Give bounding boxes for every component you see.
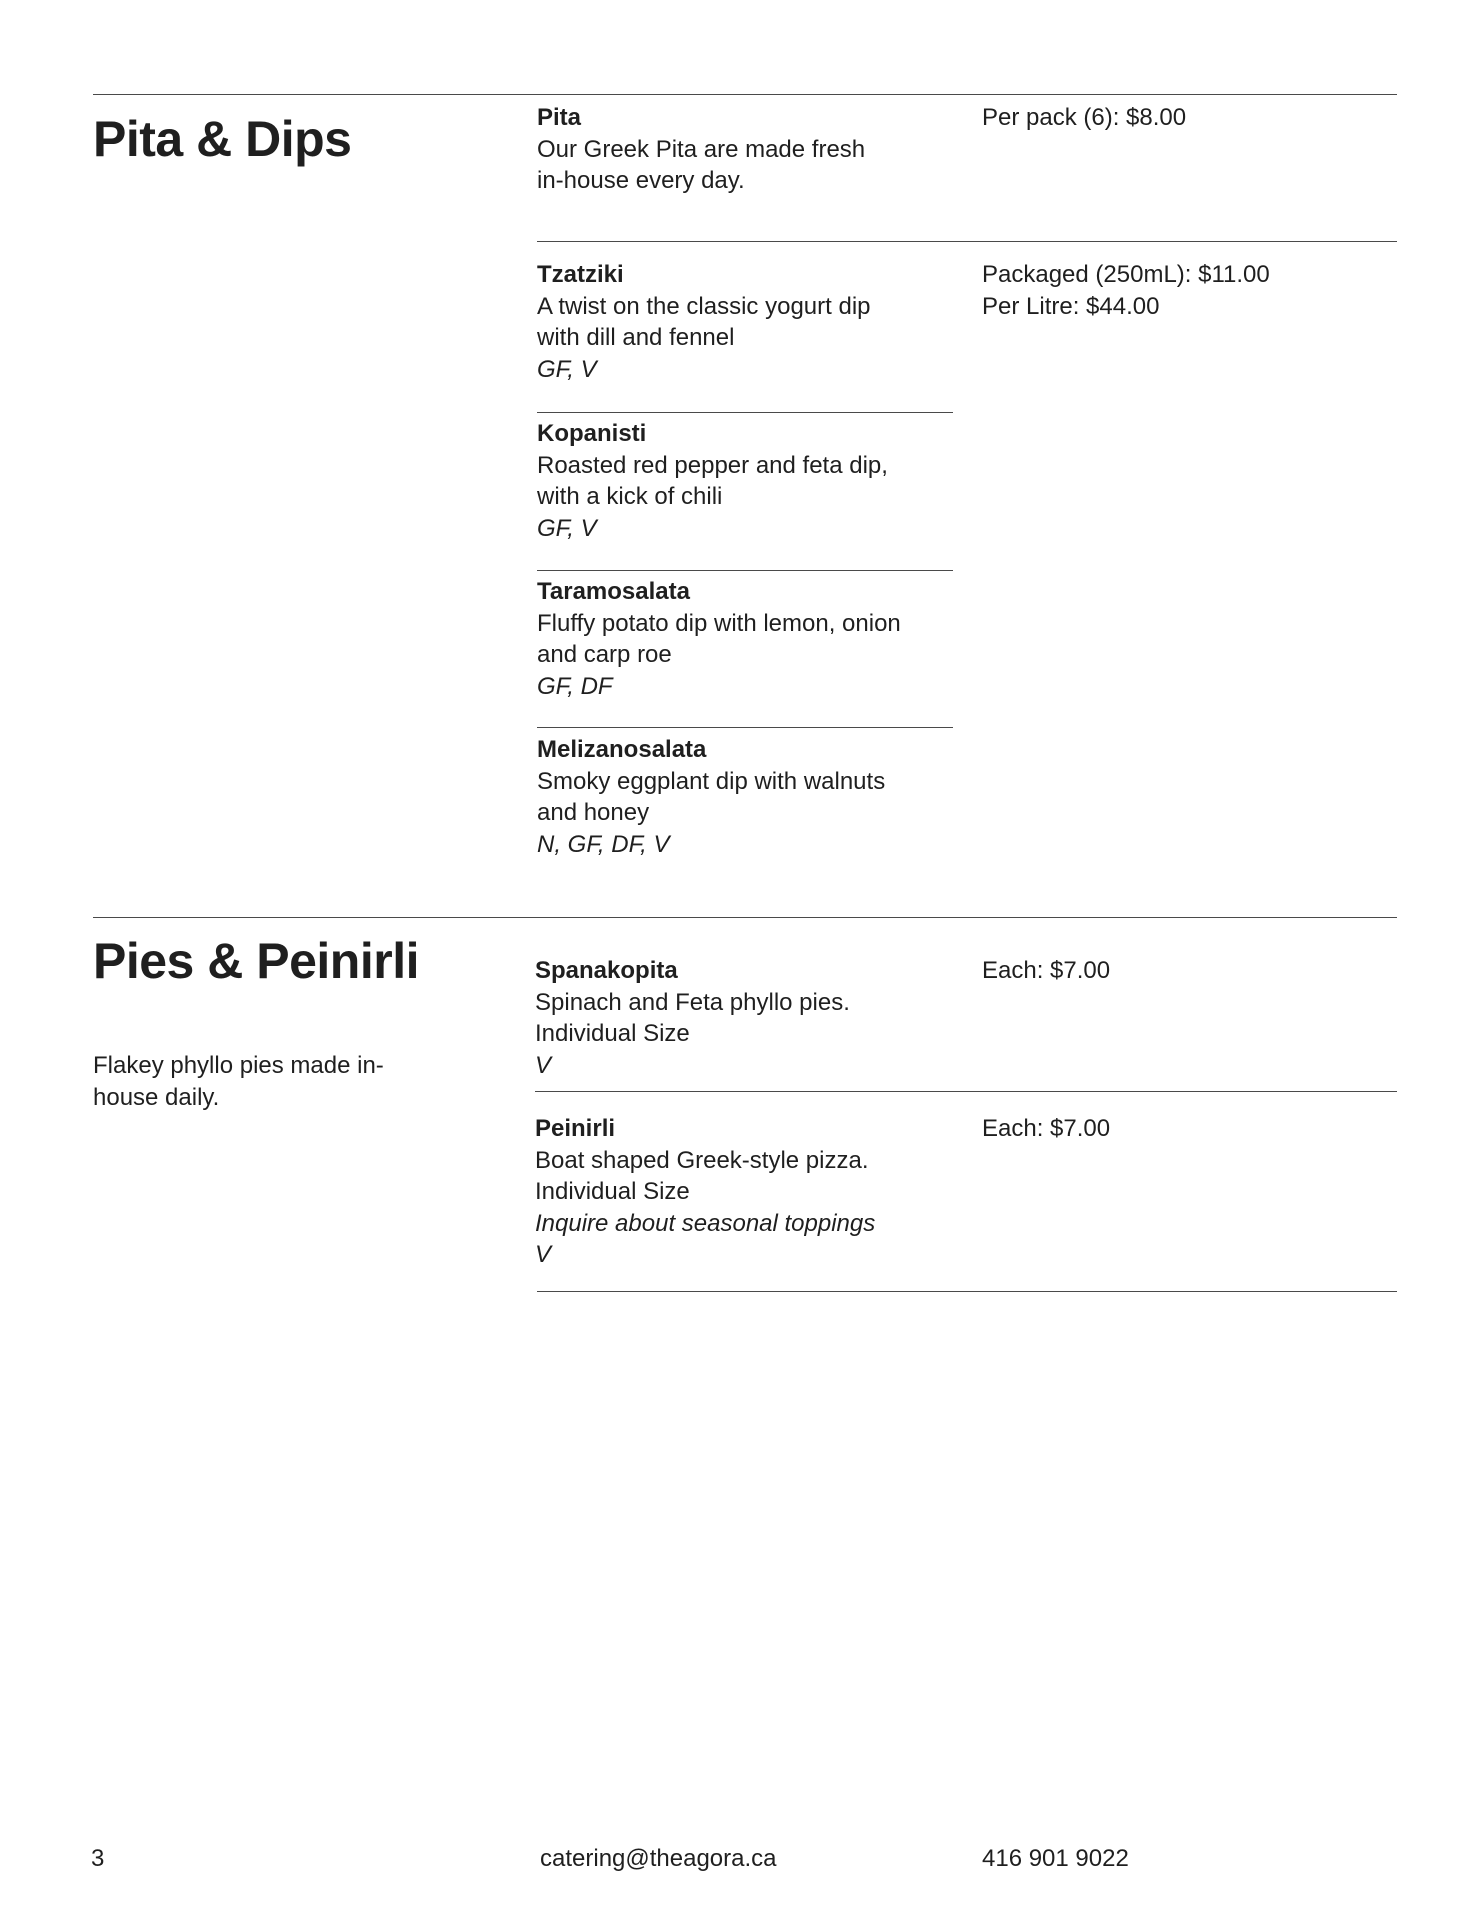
item-divider-peinirli [537,1291,1397,1292]
item-description-line: and honey [537,799,650,826]
dietary-tags: GF, DF [537,672,613,700]
item-description-line: Boat shaped Greek-style pizza. [535,1146,869,1174]
item-name: Kopanisti [537,420,647,447]
dietary-tags: GF, V [537,355,597,383]
section-title-pies-peinirli: Pies & Peinirli [93,933,419,989]
item-description-line: A twist on the classic yogurt dip [537,292,871,320]
item-name: Taramosalata [537,578,690,605]
item-description-line: Roasted red pepper and feta dip, [537,451,888,479]
item-name: Melizanosalata [537,736,707,763]
item-description-line: with a kick of chili [537,483,723,510]
item-description-line: in-house every day. [537,167,745,194]
price-peinirli [982,1113,1382,1145]
item-description-line: Our Greek Pita are made fresh [537,135,866,163]
price-line: Packaged (250mL): $11.00 [982,261,1270,288]
menu-item-tzatziki [537,259,947,385]
page-number: 3 [91,1845,105,1872]
item-note: Inquire about seasonal toppings [535,1209,876,1237]
item-name: Tzatziki [537,261,624,288]
dietary-tags: V [535,1051,552,1079]
price-line: Per Litre: $44.00 [982,293,1160,320]
dietary-tags: V [535,1241,552,1268]
price-line: Per pack (6): $8.00 [982,104,1187,131]
menu-item-kopanisti [537,418,947,544]
item-description-line: and carp roe [537,641,672,668]
item-description-line: Individual Size [535,1020,690,1047]
price-tzatziki [982,259,1382,323]
dietary-tags: GF, V [537,514,597,542]
footer-email: catering@theagora.ca [540,1845,777,1872]
item-description-line: Fluffy potato dip with lemon, onion [537,609,901,637]
item-description-line: Individual Size [535,1178,690,1205]
section-title-pita-dips: Pita & Dips [93,111,352,167]
item-divider-tzatziki [537,412,953,413]
item-description-line: Spinach and Feta phyllo pies. [535,988,850,1016]
item-divider-taramosalata [537,727,953,728]
price-line: Each: $7.00 [982,957,1111,984]
item-divider-spanakopita [535,1091,1397,1092]
price-line: Each: $7.00 [982,1115,1111,1142]
menu-item-spanakopita [535,955,945,1081]
menu-item-taramosalata [537,576,947,702]
price-spanakopita [982,955,1382,987]
item-description-line: with dill and fennel [537,324,735,351]
footer-phone: 416 901 9022 [982,1845,1129,1872]
item-description-line: Smoky eggplant dip with walnuts [537,767,886,795]
menu-item-peinirli [535,1113,945,1271]
item-divider-pita [537,241,1397,242]
item-name: Pita [537,104,582,131]
dietary-tags: N, GF, DF, V [537,830,670,858]
item-name: Peinirli [535,1115,616,1142]
section-description: Flakey phyllo pies made in-house daily. [93,1052,384,1111]
item-divider-kopanisti [537,570,953,571]
menu-item-pita [537,102,947,197]
section-divider-pies-peinirli [93,917,1397,918]
item-name: Spanakopita [535,957,678,984]
menu-item-melizanosalata [537,734,947,860]
section-divider-pita-dips [93,94,1397,95]
price-pita [982,102,1382,134]
